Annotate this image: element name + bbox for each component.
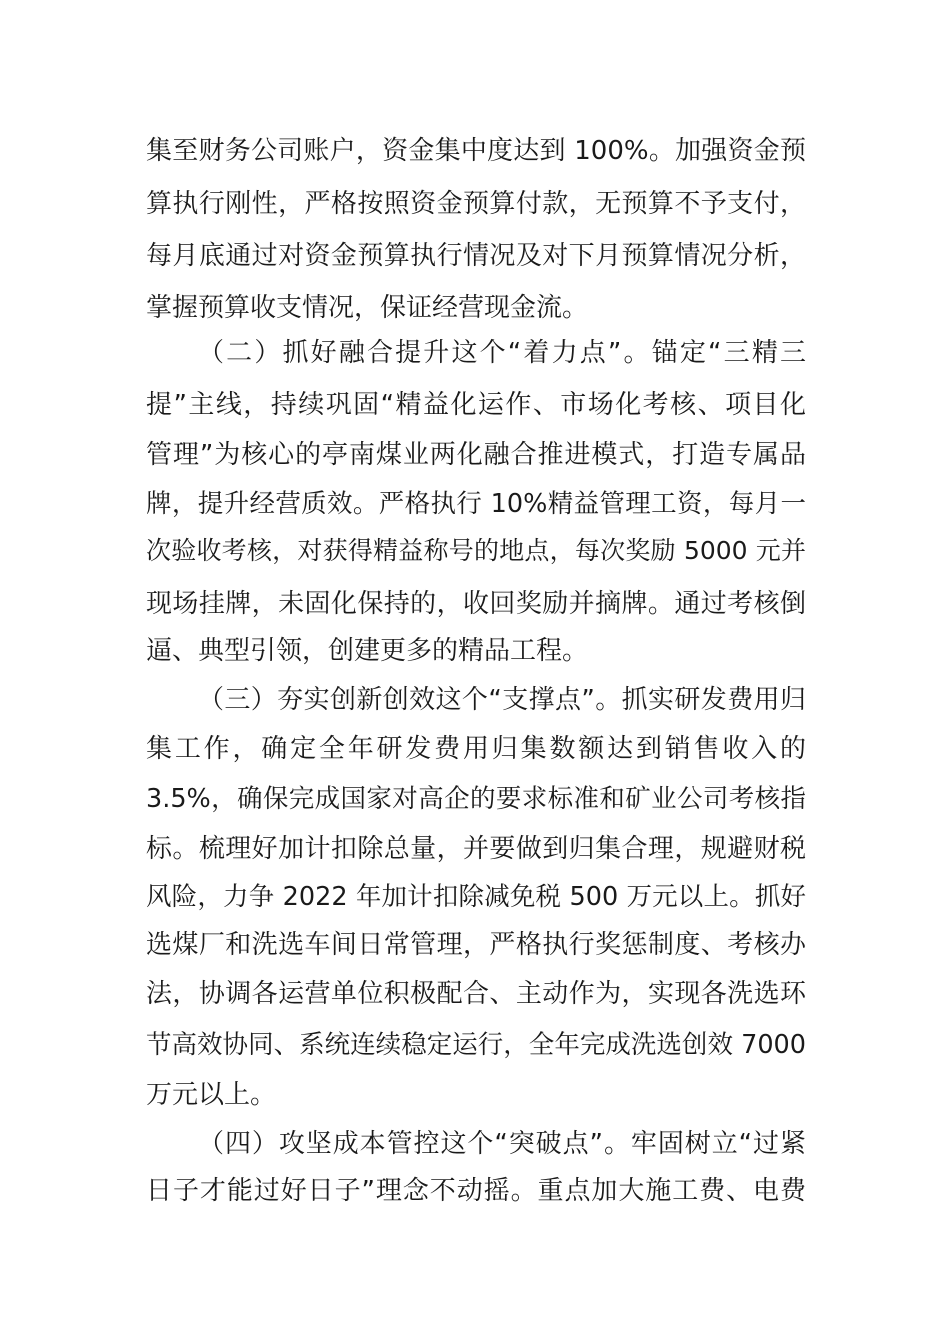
text-line: 选煤厂和洗选车间日常管理，严格执行奖惩制度、考核办	[146, 930, 806, 960]
section-heading-line: （二）抓好融合提升这个“着力点”。锚定“三精三	[198, 338, 806, 368]
text-line: 次验收考核，对获得精益称号的地点，每次奖励 5000 元并	[146, 536, 806, 565]
section-heading-line: （三）夯实创新创效这个“支撑点”。抓实研发费用归	[198, 685, 806, 715]
section-heading-line: （四）攻坚成本管控这个“突破点”。牢固树立“过紧	[198, 1129, 806, 1159]
text-line: 牌，提升经营质效。严格执行 10%精益管理工资，每月一	[146, 489, 806, 519]
text-line: 现场挂牌，未固化保持的，收回奖励并摘牌。通过考核倒	[146, 589, 806, 619]
text-line: 逼、典型引领，创建更多的精品工程。	[146, 636, 589, 666]
text-line: 3.5%，确保完成国家对高企的要求标准和矿业公司考核指	[146, 784, 806, 814]
text-line: 风险，力争 2022 年加计扣除减免税 500 万元以上。抓好	[146, 882, 806, 912]
text-line: 掌握预算收支情况，保证经营现金流。	[146, 293, 589, 323]
text-line: 节高效协同、系统连续稳定运行，全年完成洗选创效 7000	[146, 1030, 806, 1060]
text-line: 每月底通过对资金预算执行情况及对下月预算情况分析，	[146, 241, 806, 271]
text-line: 集工作，确定全年研发费用归集数额达到销售收入的	[146, 734, 806, 764]
text-line: 法，协调各运营单位积极配合、主动作为，实现各洗选环	[146, 979, 806, 1009]
text-line: 集至财务公司账户，资金集中度达到 100%。加强资金预	[146, 136, 806, 166]
text-line: 万元以上。	[146, 1080, 277, 1110]
text-line: 提”主线，持续巩固“精益化运作、市场化考核、项目化	[146, 390, 806, 420]
text-line: 管理”为核心的亭南煤业两化融合推进模式，打造专属品	[146, 440, 806, 470]
text-line: 算执行刚性，严格按照资金预算付款，无预算不予支付，	[146, 189, 806, 219]
text-line: 日子才能过好日子”理念不动摇。重点加大施工费、电费	[146, 1176, 806, 1206]
text-line: 标。梳理好加计扣除总量，并要做到归集合理，规避财税	[146, 834, 806, 864]
